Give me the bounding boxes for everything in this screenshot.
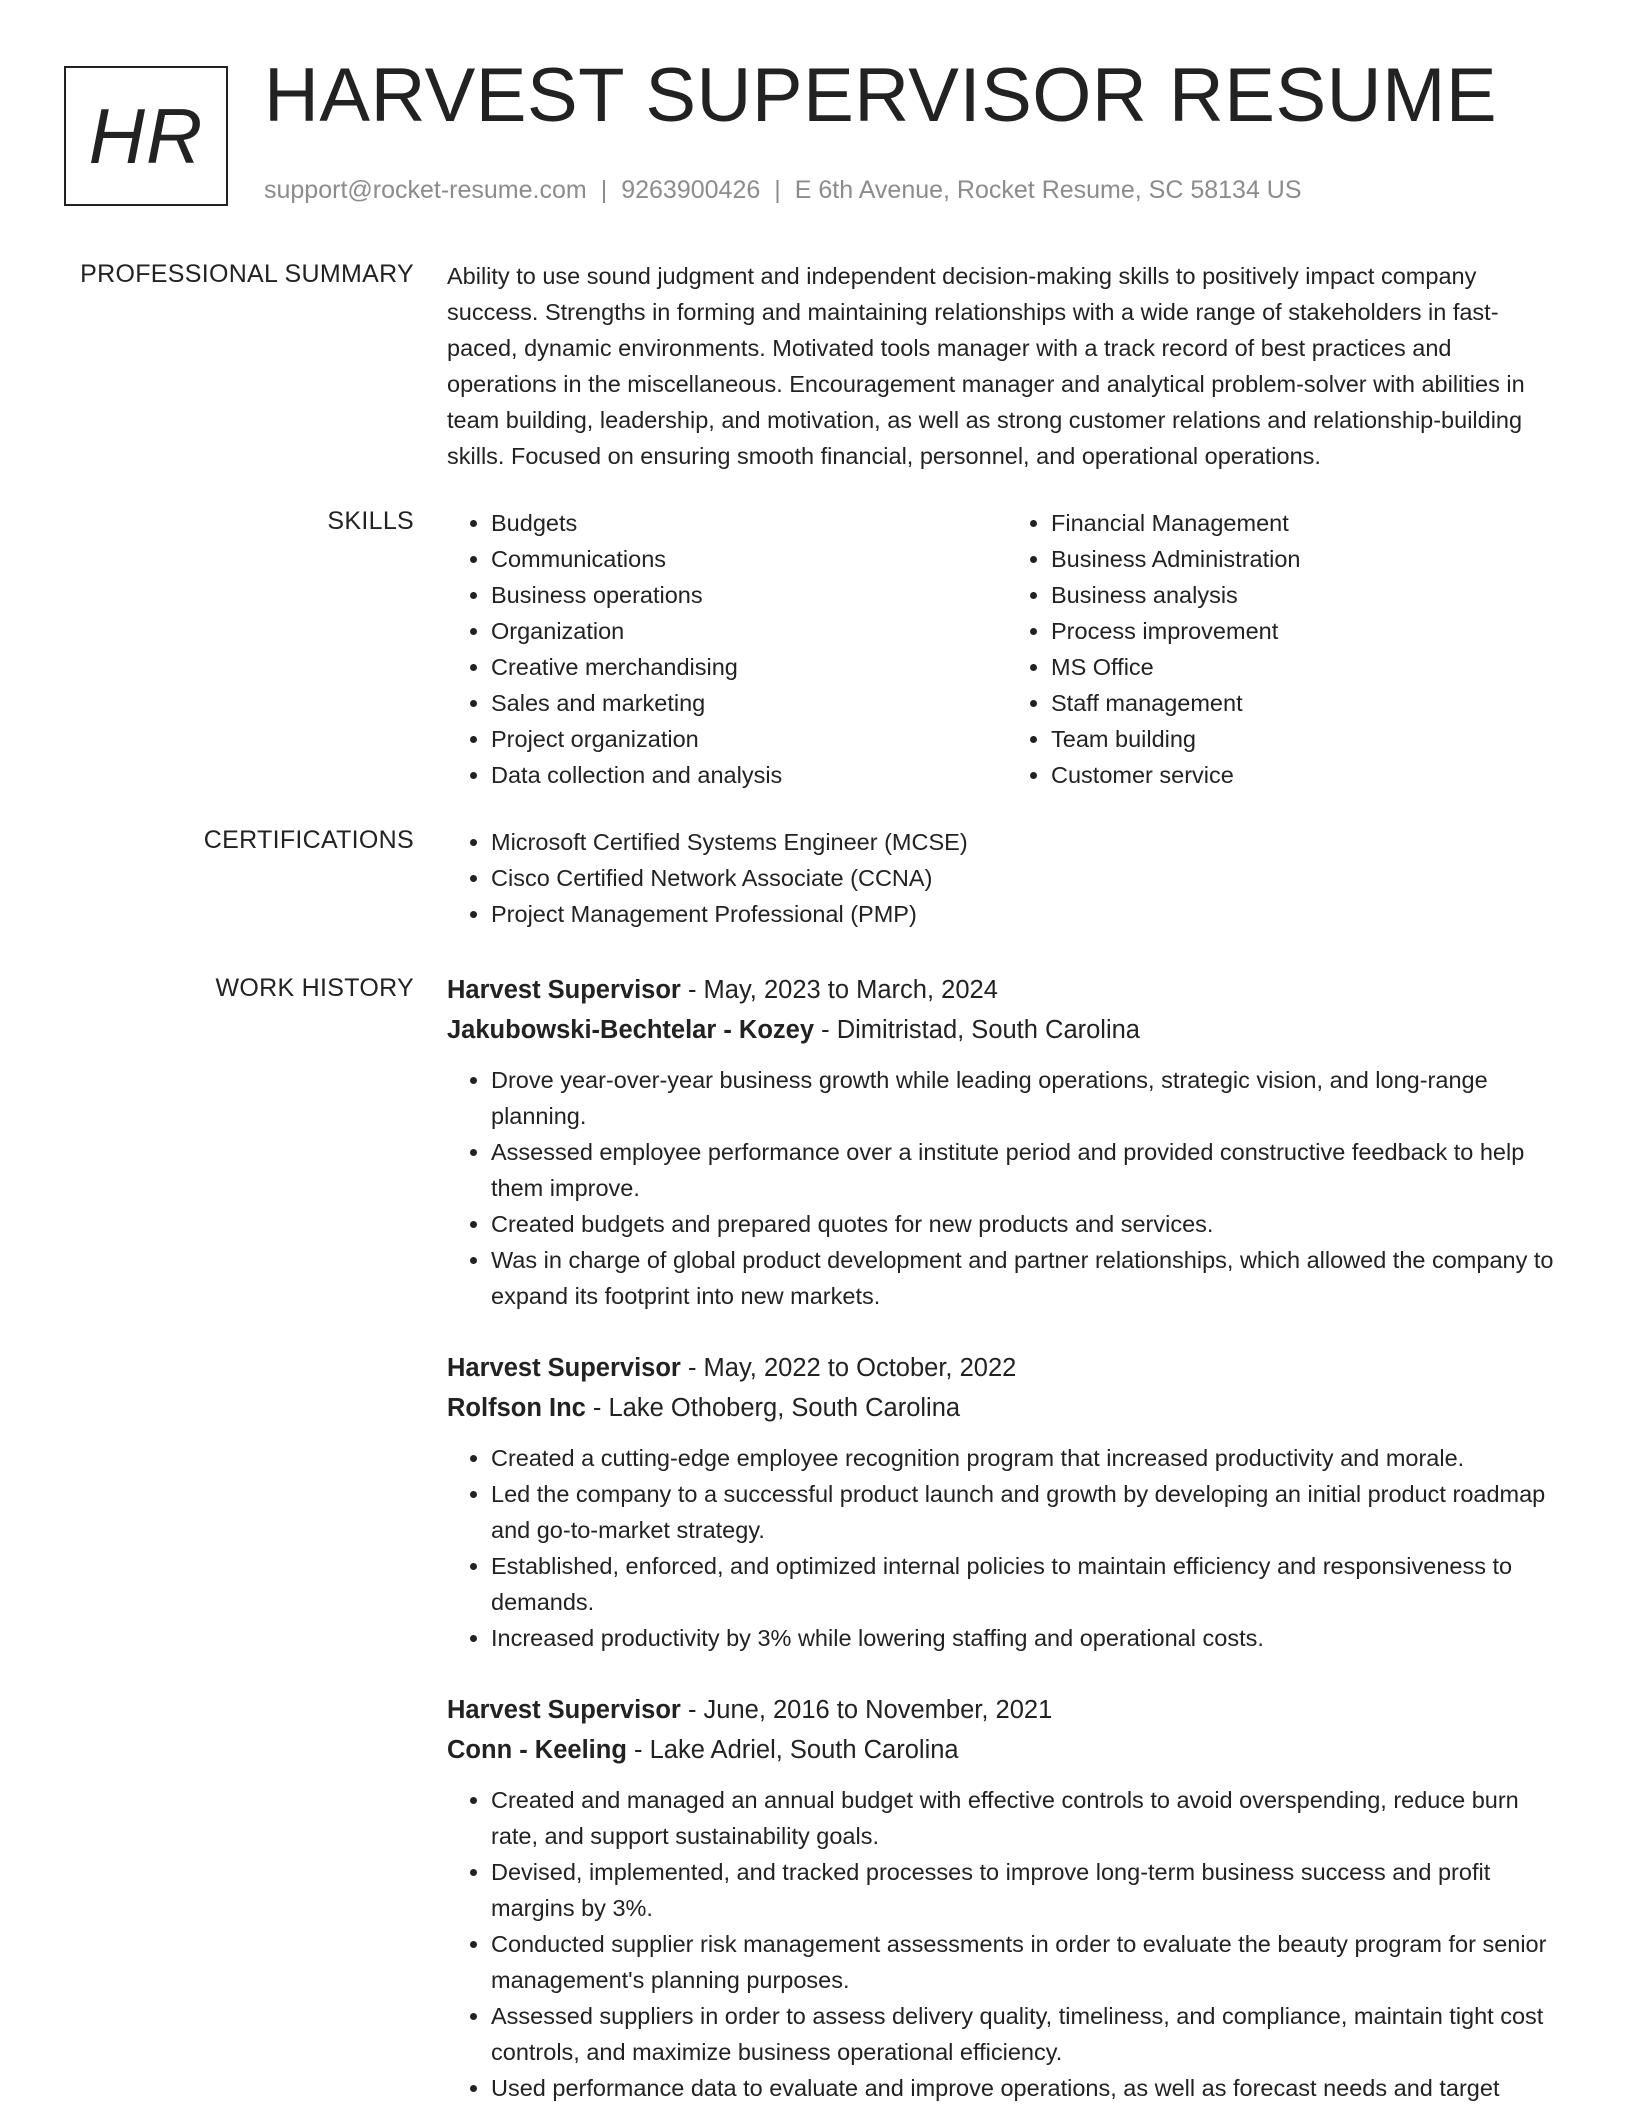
job-duty: • Increased productivity by 3% while lowering staffing and operational costs. bbox=[491, 1620, 1567, 1656]
job-duties-list bbox=[447, 1062, 1567, 1314]
job-entry bbox=[447, 970, 1567, 1314]
job-duties-list bbox=[447, 1782, 1567, 2106]
certification-item: • Project Management Professional (PMP) bbox=[491, 896, 1567, 932]
job-company: Jakubowski-Bechtelar - Kozey bbox=[447, 1016, 815, 1044]
skills-list bbox=[447, 505, 1007, 793]
job-duty: • Used performance data to evaluate and improve operations, as well as forecast needs and target bbox=[491, 2070, 1567, 2106]
job-duty: • Led the company to a successful product launch and growth by developing an initial product roadmap and go-to-market strategy. bbox=[491, 1476, 1567, 1548]
skill-item: • Project organization bbox=[491, 721, 1007, 757]
job-dates: - June, 2016 to November, 2021 bbox=[680, 1696, 1053, 1724]
job-duty: • Drove year-over-year business growth while leading operations, strategic vision, and long-range planning. bbox=[491, 1062, 1567, 1134]
summary-text: Ability to use sound judgment and independent decision-making skills to positively impact company success. Strengths in forming and maintaining relationships with a wide range of stakeholders in fast-paced, dynamic environments. Motivated tools manager with a track record of best practices and operations in the miscellaneous. Encouragement manager and analytical problem-solver with abilities in team building, leadership, and motivation, as well as strong customer relations and relationship-building skills. Focused on ensuring smooth financial, personnel, and operational operations. bbox=[447, 263, 1525, 469]
skill-item: • Business operations bbox=[491, 577, 1007, 613]
job-dates: - May, 2023 to March, 2024 bbox=[680, 976, 998, 1004]
certification-item: • Cisco Certified Network Associate (CCNA) bbox=[491, 860, 1567, 896]
job-duties-list bbox=[447, 1440, 1567, 1656]
job-duty: • Assessed employee performance over a institute period and provided constructive feedback to help them improve. bbox=[491, 1134, 1567, 1206]
contact-phone[interactable]: 9263900426 bbox=[621, 176, 761, 204]
contact-line bbox=[264, 176, 1302, 205]
skill-item: • Business Administration bbox=[1051, 541, 1567, 577]
skills-list bbox=[1007, 505, 1567, 793]
page-title: HARVEST SUPERVISOR RESUME bbox=[264, 53, 1498, 138]
contact-email[interactable]: support@rocket-resume.com bbox=[264, 176, 587, 204]
job-title-line bbox=[447, 1348, 1567, 1388]
job-duty: • Assessed suppliers in order to assess delivery quality, timeliness, and compliance, maintain tight cost controls, and maximize business operational efficiency. bbox=[491, 1998, 1567, 2070]
section-heading-skills: SKILLS bbox=[327, 507, 414, 535]
skill-item: • Process improvement bbox=[1051, 613, 1567, 649]
job-title-line bbox=[447, 1690, 1567, 1730]
skill-item: • Organization bbox=[491, 613, 1007, 649]
monogram-logo: HR bbox=[64, 66, 228, 206]
job-duty: • Created a cutting-edge employee recognition program that increased productivity and morale. bbox=[491, 1440, 1567, 1476]
skill-item: • Team building bbox=[1051, 721, 1567, 757]
skill-item: • Business analysis bbox=[1051, 577, 1567, 613]
certifications-list bbox=[447, 824, 1567, 932]
section-heading-certifications: CERTIFICATIONS bbox=[203, 826, 414, 854]
contact-address: E 6th Avenue, Rocket Resume, SC 58134 US bbox=[794, 176, 1302, 204]
job-duty: • Established, enforced, and optimized internal policies to maintain efficiency and responsiveness to demands. bbox=[491, 1548, 1567, 1620]
job-location: - Lake Othoberg, South Carolina bbox=[585, 1394, 961, 1422]
job-company-line bbox=[447, 1730, 1567, 1770]
skill-item: • Communications bbox=[491, 541, 1007, 577]
job-company-line bbox=[447, 1010, 1567, 1050]
job-title: Harvest Supervisor bbox=[447, 1354, 681, 1382]
job-dates: - May, 2022 to October, 2022 bbox=[680, 1354, 1017, 1382]
certifications-body bbox=[447, 824, 1567, 932]
job-title: Harvest Supervisor bbox=[447, 976, 681, 1004]
job-company-line bbox=[447, 1388, 1567, 1428]
job-location: - Lake Adriel, South Carolina bbox=[626, 1736, 959, 1764]
job-company: Rolfson Inc bbox=[447, 1394, 586, 1422]
contact-separator: | bbox=[600, 176, 608, 204]
job-duty: • Created budgets and prepared quotes for new products and services. bbox=[491, 1206, 1567, 1242]
job-entry bbox=[447, 1348, 1567, 1656]
skill-item: • Budgets bbox=[491, 505, 1007, 541]
skill-item: • Creative merchandising bbox=[491, 649, 1007, 685]
skill-item: • Data collection and analysis bbox=[491, 757, 1007, 793]
contact-separator: | bbox=[774, 176, 781, 204]
job-duty: • Created and managed an annual budget with effective controls to avoid overspending, reduce burn rate, and support sustainability goals. bbox=[491, 1782, 1567, 1854]
job-duty: • Devised, implemented, and tracked processes to improve long-term business success and profit margins by 3%. bbox=[491, 1854, 1567, 1926]
job-entry bbox=[447, 1690, 1567, 2106]
job-duty: • Was in charge of global product development and partner relationships, which allowed the company to expand its footprint into new markets. bbox=[491, 1242, 1567, 1314]
section-heading-work-history: WORK HISTORY bbox=[215, 974, 414, 1002]
job-company: Conn - Keeling bbox=[447, 1736, 627, 1764]
certification-item: • Microsoft Certified Systems Engineer (MCSE) bbox=[491, 824, 1567, 860]
job-location: - Dimitristad, South Carolina bbox=[814, 1016, 1140, 1044]
skill-item: • MS Office bbox=[1051, 649, 1567, 685]
job-title-line bbox=[447, 970, 1567, 1010]
skill-item: • Customer service bbox=[1051, 757, 1567, 793]
job-duty: • Conducted supplier risk management assessments in order to evaluate the beauty program for senior management's planning purposes. bbox=[491, 1926, 1567, 1998]
section-heading-summary: PROFESSIONAL SUMMARY bbox=[80, 260, 414, 288]
skill-item: • Financial Management bbox=[1051, 505, 1567, 541]
skills-columns bbox=[447, 505, 1567, 793]
job-title: Harvest Supervisor bbox=[447, 1696, 681, 1724]
skill-item: • Sales and marketing bbox=[491, 685, 1007, 721]
skill-item: • Staff management bbox=[1051, 685, 1567, 721]
